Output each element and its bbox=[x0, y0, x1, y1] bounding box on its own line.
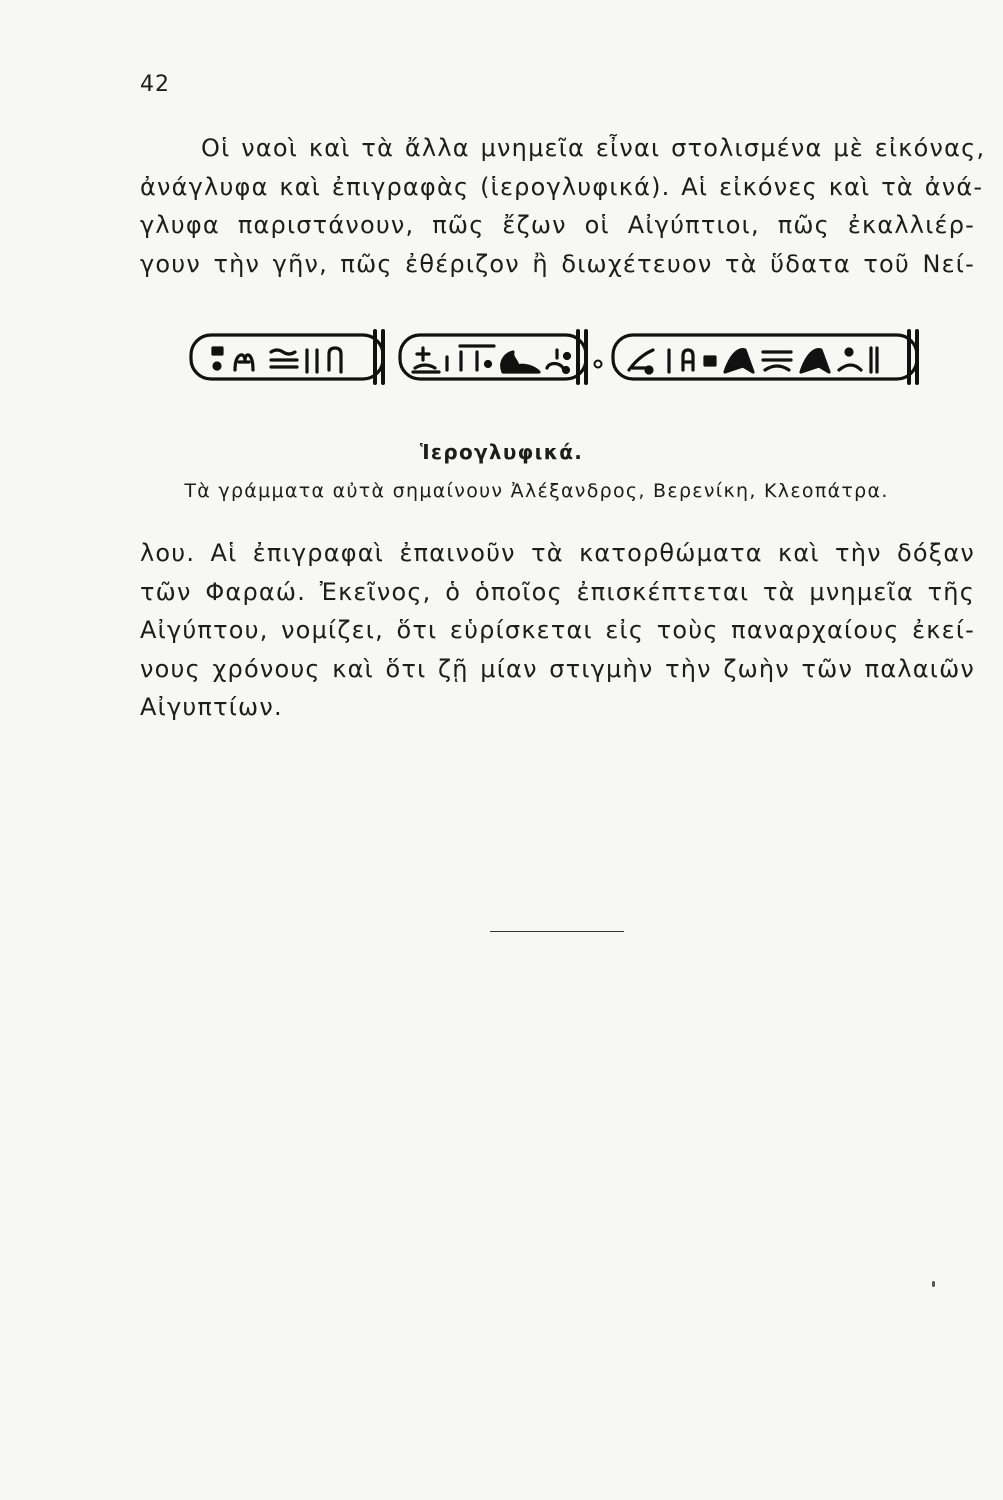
paragraph-line: τῶν Φαραώ. Ἐκεῖνος, ὁ ὁποῖος ἐπισκέπτεται τὰ μνημεῖα τῆς bbox=[140, 577, 975, 606]
paragraph-1 bbox=[140, 129, 986, 283]
hieroglyph-figure bbox=[185, 324, 925, 394]
paragraph-line: γουν τὴν γῆν, πῶς ἐθέριζον ἢ διωχέτευον τὰ ὕδατα τοῦ Νεί- bbox=[140, 249, 975, 278]
paragraph-line: νους χρόνους καὶ ὅτι ζῇ μίαν στιγμὴν τὴν ζωὴν τῶν παλαιῶν bbox=[140, 654, 975, 683]
berenike-cartouche bbox=[400, 331, 586, 383]
cartouche-illustration bbox=[185, 324, 925, 394]
paragraph-line: λου. Αἱ ἐπιγραφαὶ ἐπαινοῦν τὰ κατορθώματα καὶ τὴν δόξαν bbox=[140, 539, 975, 567]
paragraph-line: γλυφα παριστάνουν, πῶς ἔζων οἱ Αἰγύπτιοι, πῶς ἐκαλλιέρ- bbox=[140, 211, 975, 239]
kleopatra-cartouche bbox=[613, 331, 917, 383]
page-number: 42 bbox=[140, 72, 170, 97]
paragraph-line: ἀνάγλυφα καὶ ἐπιγραφὰς (ἱερογλυφικά). Αἱ εἰκόνες καὶ τὰ ἀνά- bbox=[140, 172, 984, 201]
paragraph-line: Αἰγύπτου, νομίζει, ὅτι εὑρίσκεται εἰς τοὺς παναρχαίους ἐκεί- bbox=[140, 616, 975, 644]
alexandros-cartouche bbox=[191, 331, 383, 383]
figure-caption: Τὰ γράμματα αὐτὰ σημαίνουν Ἀλέξανδρος, Βερενίκη, Κλεοπάτρα. bbox=[184, 480, 889, 502]
figure-title: Ἱερογλυφικά. bbox=[419, 440, 584, 464]
paragraph-line: Αἰγυπτίων. bbox=[140, 693, 283, 721]
section-end-rule bbox=[490, 931, 624, 932]
ink-speck bbox=[932, 1281, 935, 1287]
paragraph-2 bbox=[140, 534, 975, 727]
paragraph-line: Οἱ ναοὶ καὶ τὰ ἄλλα μνημεῖα εἶναι στολισμένα μὲ εἰκόνας, bbox=[201, 134, 986, 162]
